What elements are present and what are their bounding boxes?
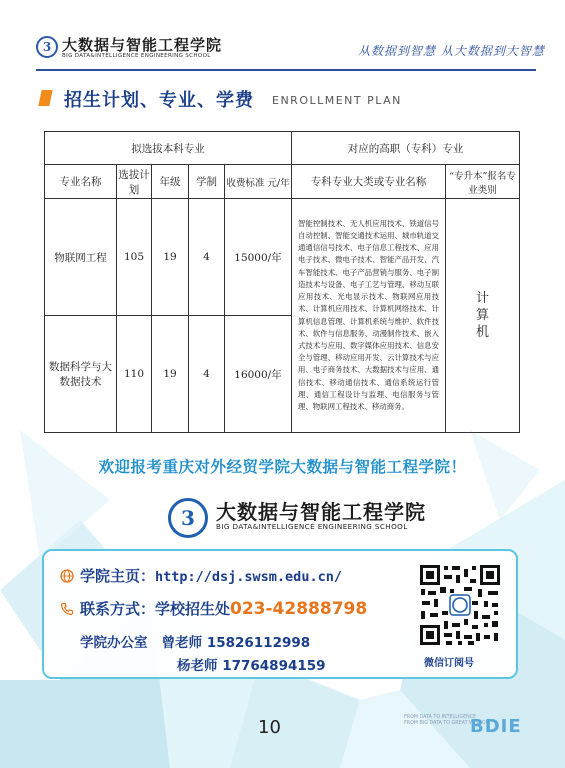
row-years: 4 bbox=[189, 199, 225, 316]
col-header-vocational: 专科专业大类或专业名称 bbox=[292, 165, 446, 199]
col-header-grade: 年级 bbox=[152, 165, 189, 199]
row-grade: 19 bbox=[152, 199, 189, 316]
header-divider bbox=[36, 69, 536, 71]
contact-row bbox=[80, 598, 367, 619]
teacher2-phone[interactable]: 17764894159 bbox=[222, 658, 326, 674]
row-years: 4 bbox=[189, 316, 225, 433]
teacher1-name: 曾老师 bbox=[161, 635, 203, 651]
row-plan: 110 bbox=[117, 316, 152, 433]
homepage-row bbox=[80, 565, 342, 586]
globe-icon bbox=[60, 569, 74, 583]
col-header-fee: 收费标准 元/年 bbox=[225, 165, 292, 199]
page-header bbox=[0, 0, 565, 74]
row-major: 数据科学与大数据技术 bbox=[45, 316, 117, 433]
school-name-cn: 大数据与智能工程学院 bbox=[62, 36, 223, 54]
table-group-header-row bbox=[45, 132, 520, 165]
page-number: 10 bbox=[258, 717, 281, 738]
school-name-en: BIG DATA&INTELLIGENCE ENGINEERING SCHOOL bbox=[62, 53, 211, 59]
qr-code-icon[interactable] bbox=[418, 563, 502, 647]
teacher2-name: 杨老师 bbox=[177, 658, 218, 674]
footer-brand: BDIE bbox=[470, 716, 522, 737]
homepage-label: 学院主页： bbox=[80, 567, 156, 585]
center-school-logo bbox=[168, 492, 426, 546]
enrollment-table bbox=[44, 131, 520, 433]
section-title-en: ENROLLMENT PLAN bbox=[272, 94, 402, 107]
footer-tagline-1: FROM DATA TO INTELLIGENCE bbox=[404, 715, 477, 720]
office-label: 学院办公室 bbox=[80, 635, 148, 651]
center-school-name-en: BIG DATA&INTELLIGENCE ENGINEERING SCHOOL bbox=[216, 522, 408, 531]
table-column-header-row bbox=[45, 165, 520, 199]
contact-label: 联系方式：学校招生处 bbox=[80, 600, 231, 618]
section-title-cn: 招生计划、专业、学费 bbox=[64, 90, 254, 111]
admission-phone[interactable]: 023-42888798 bbox=[230, 599, 368, 619]
table-row bbox=[45, 199, 520, 316]
welcome-banner: 欢迎报考重庆对外经贸学院大数据与智能工程学院！ bbox=[98, 458, 467, 476]
col-header-years: 学制 bbox=[189, 165, 225, 199]
category-text: 计算机 bbox=[475, 291, 489, 340]
title-accent-bar bbox=[38, 90, 52, 106]
row-fee: 16000/年 bbox=[225, 316, 292, 433]
center-school-name-cn: 大数据与智能工程学院 bbox=[216, 500, 426, 524]
group-header-vocational: 对应的高职（专科）专业 bbox=[292, 132, 520, 165]
contact-box bbox=[42, 549, 518, 679]
section-title bbox=[40, 86, 520, 110]
group-header-undergrad: 拟选拔本科专业 bbox=[45, 132, 292, 165]
row-plan: 105 bbox=[117, 199, 152, 316]
school-logo-icon: 3 bbox=[36, 36, 58, 58]
homepage-link[interactable]: http://dsj.swsm.edu.cn/ bbox=[155, 569, 342, 585]
col-header-category: “专升本”报名专业类别 bbox=[446, 165, 520, 199]
header-slogan: 从数据到智慧 从大数据到大智慧 bbox=[358, 44, 545, 58]
row-grade: 19 bbox=[152, 316, 189, 433]
footer-tagline-2: FROM BIG DATA TO GREAT WISDOM bbox=[404, 721, 490, 726]
school-emblem-icon: 3 bbox=[168, 498, 208, 538]
office-row-2 bbox=[177, 654, 326, 674]
qr-caption: 微信订阅号 bbox=[424, 658, 474, 669]
teacher1-phone[interactable]: 15826112998 bbox=[206, 635, 311, 651]
row-fee: 15000/年 bbox=[225, 199, 292, 316]
phone-icon bbox=[60, 602, 74, 616]
vocational-majors-detail: 智能控制技术、无人机应用技术、铁道信号自动控制、智能交通技术运用、城市轨道交通通信信号技术、电子信息工程技术、应用电子技术、微电子技术、智能产品开发、汽车智能技术、电子产品营销与服务、电子制造技术与设备、电子工艺与管理、移动互联应用技术、光电显示技术、物联网应用技术、计算机应用技术、计算机网络技术、计算机信息管理、计算机系统与维护、软件技术、软件与信息服务、动漫制作技术、嵌入式技术与应用、数字媒体应用技术、信息安全与管理、移动应用开发、云计算技术与应用、电子商务技术、大数据技术与应用、通信技术、移动通信技术、通信系统运行管理、通信工程设计与监理、电信服务与管理、物联网工程技术、移动商务。 bbox=[292, 199, 446, 433]
col-header-plan: 选拔计划 bbox=[117, 165, 152, 199]
category-cell bbox=[446, 199, 520, 433]
row-major: 物联网工程 bbox=[45, 199, 117, 316]
col-header-major: 专业名称 bbox=[45, 165, 117, 199]
office-row-1 bbox=[80, 631, 310, 651]
